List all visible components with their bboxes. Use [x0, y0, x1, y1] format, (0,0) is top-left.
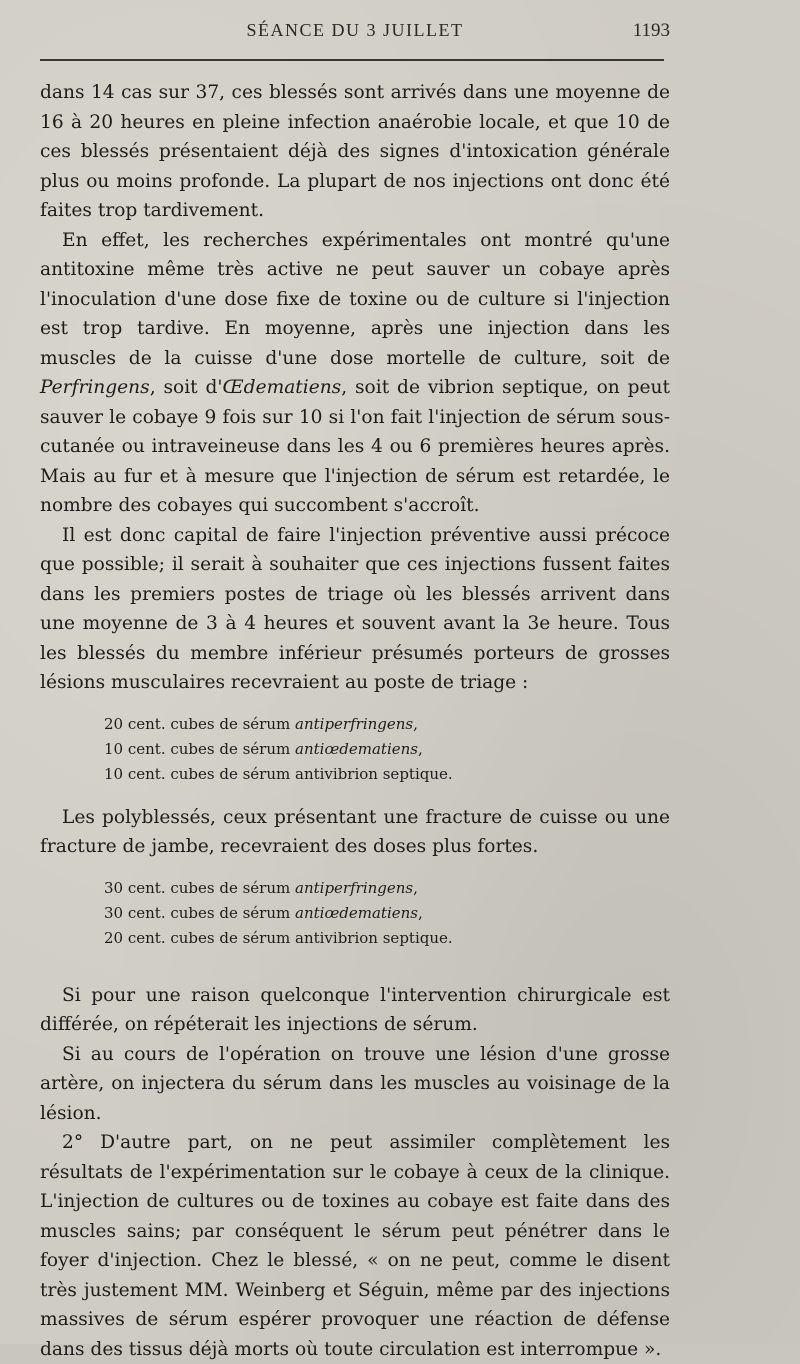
- list-item: [104, 737, 670, 762]
- paragraph-5: Si pour une raison quelconque l'intervention chirurgicale est différée, on répéterait les injections de sérum.: [40, 984, 670, 1035]
- paragraph-2: [40, 226, 670, 521]
- serum-name: antiœdematiens: [295, 903, 418, 922]
- paragraph-2-text-a: En effet, les recherches expérimentales ont montré qu'une antitoxine même très active ne peut sauver un cobaye après l'inoculation d'une dose fixe de toxine ou de culture si l'injection est trop tardive. En moyenne, après une injection dans les muscles de la cuisse d'une dose mortelle de culture, soit de: [40, 229, 670, 369]
- paragraph-1: dans 14 cas sur 37, ces blessés sont arrivés dans une moyenne de 16 à 20 heures en pleine infection anaérobie locale, et que 10 de ces blessés présentaient déjà des signes d'intoxication générale plus ou moins profonde. La plupart de nos injections ont donc été faites trop tardivement.: [40, 82, 670, 221]
- serum-name: antiperfringens: [295, 714, 414, 733]
- page-header: [40, 18, 670, 46]
- running-title: SÉANCE DU 3 JUILLET: [246, 20, 464, 40]
- term-oedematiens: Œdematiens: [222, 377, 342, 398]
- header-rule: [40, 59, 664, 61]
- paragraph-4: Les polyblessés, ceux présentant une fracture de cuisse ou une fracture de jambe, recevraient des doses plus fortes.: [40, 806, 670, 857]
- dose-text: 20 cent. cubes de sérum antivibrion septique.: [104, 928, 453, 947]
- list-item: [104, 876, 670, 901]
- dose-text: 10 cent. cubes de sérum antivibrion septique.: [104, 764, 453, 783]
- page-number: 1193: [632, 20, 670, 41]
- spacer: [40, 967, 670, 981]
- list-item: [104, 762, 670, 787]
- list-item: [104, 926, 670, 951]
- paragraph-3: Il est donc capital de faire l'injection préventive aussi précoce que possible; il serait à souhaiter que ces injections fussent faites dans les premiers postes de triage où les blessés arrivent dans une moyenne de 3 à 4 heures et souvent avant la 3e heure. Tous les blessés du membre inférieur présumés porteurs de grosses lésions musculaires recevraient au poste de triage :: [40, 524, 670, 693]
- dose-list-triage: [104, 712, 670, 787]
- paragraph-2-text-c: , soit de vibrion septique, on peut sauver le cobaye 9 fois sur 10 si l'on fait l'injection de sérum sous-cutanée ou intraveineuse dans les 4 ou 6 premières heures après. Mais au fur et à mesure que l'injection de sérum est retardée, le nombre des cobayes qui succombent s'accroît.: [40, 377, 670, 516]
- paragraph-2-text-b: , soit d': [149, 377, 223, 398]
- list-item: [104, 901, 670, 926]
- dose-list-stronger: [104, 876, 670, 951]
- serum-name: antiperfringens: [295, 878, 414, 897]
- dose-text: 30 cent. cubes de sérum: [104, 878, 296, 897]
- serum-name: antiœdematiens: [295, 739, 418, 758]
- dose-punct: ,: [413, 714, 418, 733]
- dose-punct: ,: [417, 739, 423, 758]
- dose-text: 10 cent. cubes de sérum: [104, 739, 296, 758]
- page-body: [40, 78, 670, 1364]
- list-item: [104, 712, 670, 737]
- dose-text: 30 cent. cubes de sérum: [104, 903, 296, 922]
- paragraph-6: Si au cours de l'opération on trouve une lésion d'une grosse artère, on injectera du sérum dans les muscles au voisinage de la lésion.: [40, 1043, 670, 1124]
- term-perfringens: Perfringens: [40, 377, 150, 398]
- dose-punct: ,: [413, 878, 418, 897]
- dose-text: 20 cent. cubes de sérum: [104, 714, 296, 733]
- paragraph-7: 2° D'autre part, on ne peut assimiler complètement les résultats de l'expérimentation sur le cobaye à ceux de la clinique. L'injection de cultures ou de toxines au cobaye est faite dans des muscles sains; par conséquent le sérum peut pénétrer dans le foyer d'injection. Chez le blessé, « on ne peut, comme le disent très justement MM. Weinberg et Séguin, même par des injections massives de sérum espérer provoquer une réaction de défense dans des tissus déjà morts où toute circulation est interrompue ».: [40, 1132, 670, 1360]
- dose-punct: ,: [417, 903, 423, 922]
